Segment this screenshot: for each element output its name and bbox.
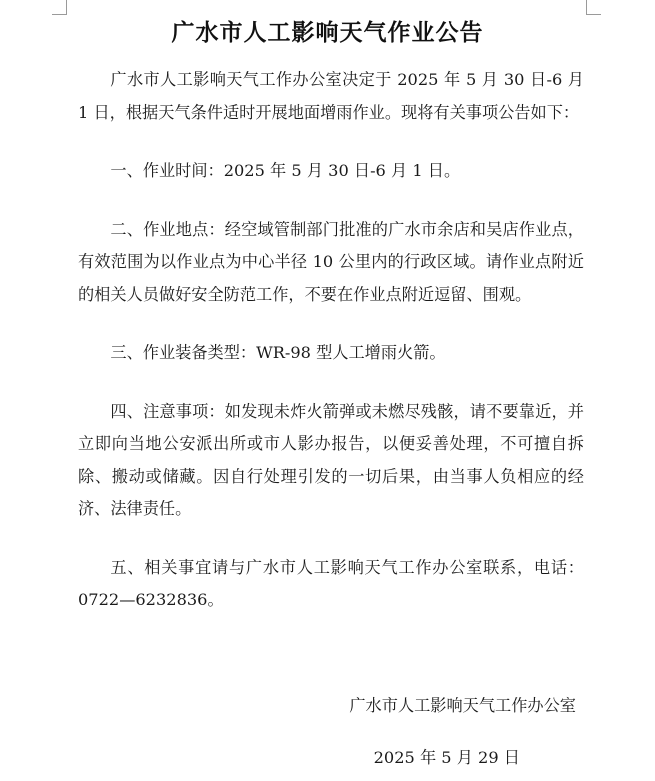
intro-paragraph: 广水市人工影响天气工作办公室决定于 2025 年 5 月 30 日-6 月 1 日，根据天气条件适时开展地面增雨作业。现将有关事项公告如下：	[78, 70, 584, 122]
signature-date: 2025 年 5 月 29 日	[373, 748, 520, 767]
document-body	[78, 64, 584, 643]
document-title: 广水市人工影响天气作业公告	[171, 20, 484, 46]
section-operation-location: 二、作业地点：经空域管制部门批准的广水市余店和吴店作业点，有效范围为以作业点为中心半径 10 公里内的行政区域。请作业点附近的相关人员做好安全防范工作，不要在作业点附近逗留、围观。	[78, 219, 584, 304]
section-operation-time: 一、作业时间：2025 年 5 月 30 日-6 月 1 日。	[110, 161, 461, 180]
signature-organization: 广水市人工影响天气工作办公室	[349, 696, 576, 715]
section-equipment-type: 三、作业装备类型：WR-98 型人工增雨火箭。	[110, 343, 446, 362]
section-contact: 五、相关事宜请与广水市人工影响天气工作办公室联系，电话：0722—6232836。	[78, 557, 584, 609]
corner-crop-mark-right	[586, 0, 601, 15]
corner-crop-mark-left	[52, 0, 67, 15]
section-precautions: 四、注意事项：如发现未炸火箭弹或未燃尽残骸，请不要靠近，并立即向当地公安派出所或市人影办报告，以便妥善处理，不可擅自拆除、搬动或储藏。因自行处理引发的一切后果，由当事人负相应的经济、法律责任。	[78, 401, 584, 518]
